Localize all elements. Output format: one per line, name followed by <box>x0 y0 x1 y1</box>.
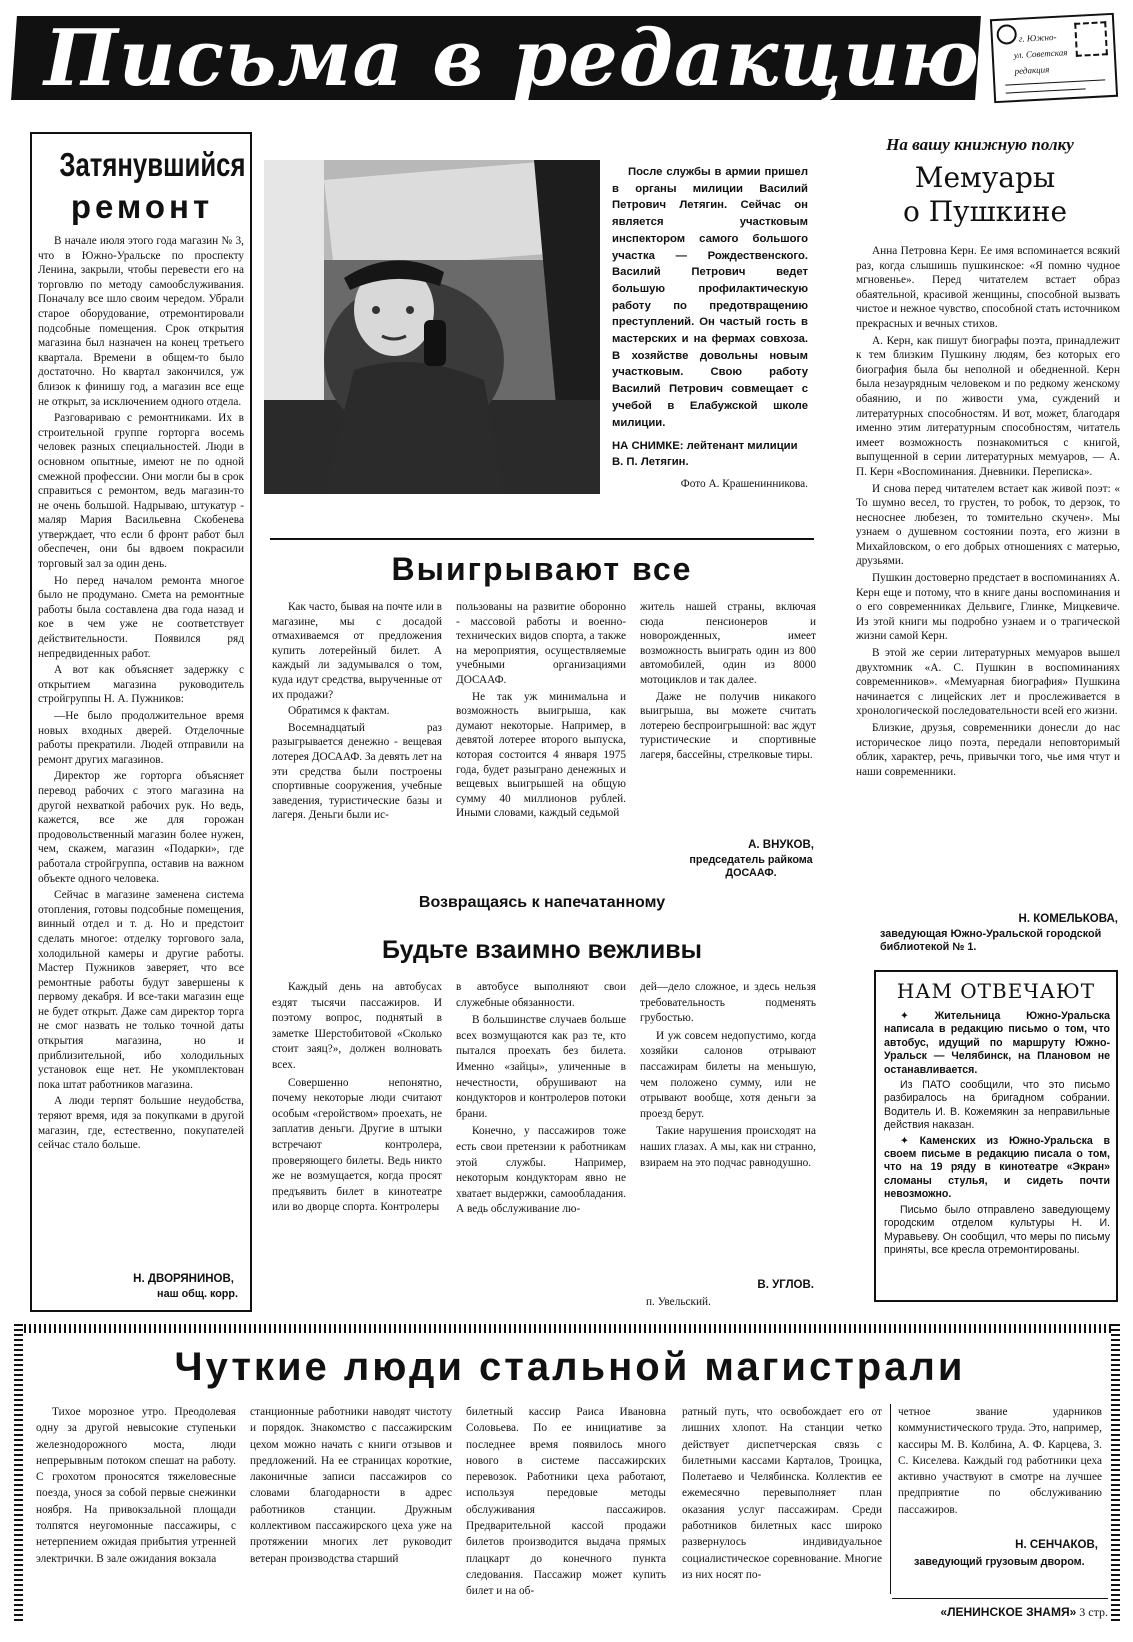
photo-illustration <box>264 160 600 494</box>
railway-col-4 <box>682 1404 882 1630</box>
reply-answer: Из ПАТО сообщили, что это письмо разбиралось на бригадном собрании. Водитель И. В. Кожемякин за неправильные действия наказан. <box>884 1079 1110 1132</box>
polite-col-3 <box>640 980 816 1280</box>
envelope-line-3: редакция <box>1014 64 1050 77</box>
railway-title: Чуткие люди стальной магистрали <box>174 1345 966 1389</box>
railway-paragraph: ратный путь, что освобождает его от лишних хлопот. На станции четко действует диспетчерская связь с билетными кассами Карталов, Троицка, Полетаево и Челябинска. Коллектив ее ежемесячно перевыполняет план оказания услуг пассажирам. Среди работников билетных касс широко развернулось индивидуальное социалистическое соревнование. Многие из них носят по- <box>682 1406 882 1581</box>
na-snimke-text: лейтенант милиции В. П. Летягин. <box>612 440 798 468</box>
envelope-icon <box>990 13 1118 103</box>
stamp-icon <box>1074 21 1108 57</box>
left-box-rule-top <box>30 132 252 134</box>
left-box-rule-left <box>30 132 32 1312</box>
envelope-line-2: ул. Советская <box>1013 47 1068 61</box>
railway-author-role: заведующий грузовым двором. <box>914 1556 1085 1568</box>
left-box-rule-bottom <box>30 1310 252 1312</box>
pushkin-body <box>856 244 1120 904</box>
reply-star-icon: ✦ <box>900 1010 935 1022</box>
railway-hatch-left <box>14 1324 23 1624</box>
lottery-title: Выигрывают все <box>391 551 693 587</box>
pushkin-title-line1: Мемуары <box>914 161 1056 194</box>
railway-col-divider <box>890 1404 891 1594</box>
railway-col-3 <box>466 1404 666 1630</box>
railway-author: Н. СЕНЧАКОВ, <box>1015 1539 1098 1551</box>
reply-item <box>884 1135 1110 1202</box>
repair-paragraph: Сейчас в магазине заменена система отопления, готовы подсобные помещения, винный отдел и т. д. Но и предстоит сделать многое: отделку торгового зала, холодильной камеры и другие работы. Мастер Пужников заверяет, что все ремонтные работы будут завершены к первому декабря. И все-таки магазин еще не будет открыт. Даже сам директор торга не смог назвать не только точной даты открытия магазина, но и приблизительной, ибо холодильных установок еще нет. Не укомплектован пока штат работников магазина. <box>38 889 244 1091</box>
polite-paragraph: Совершенно непонятно, почему некоторые люди считают особым «геройством» проехать, не заплатив деньги. Другие в штыки встречают контролера, проверяющего билеты. Ведь никто же не возмущается, когда просят предъявить билет в кинотеатре или во дворце спорта. Контролеры <box>272 1076 442 1214</box>
lottery-paragraph: Восемнадцатый раз разыгрывается денежно - вещевая лотерея ДОСААФ. За девять лет на эти средства были построены спортивные сооружения, учебные заведения, туристические базы и лагеря. Деньги были ис- <box>272 721 442 822</box>
reply-item <box>884 1010 1110 1077</box>
railway-col-2 <box>250 1404 452 1630</box>
photo-caption-body <box>612 164 808 429</box>
lottery-paragraph: Не так уж минимальна и возможность выигрыша, как думают некоторые. Например, в девятой лотерее второго выпуска, которая состоится 4 января 1975 года, будет разыграно денежных и вещевых выигрышей на общую сумму 40 миллионов рублей. Иными словами, каждый седьмой <box>456 690 626 820</box>
lottery-paragraph: пользованы на развитие оборонно - массовой работы и военно-технических видов спорта, а также на мероприятия, осуществляемые учебными организациями ДОСААФ. <box>456 601 626 686</box>
polite-kicker: Возвращаясь к напечатанному <box>418 894 666 911</box>
footer-folio <box>892 1604 1108 1620</box>
railway-paragraph: четное звание ударников коммунистического труда. Это, например, кассиры М. В. Колбина, А. Ф. Карцева, З. С. Киселева. Каждый год работники цеха активно участвуют в смотре на лучшее предприятие по обслуживанию пассажиров. <box>898 1406 1102 1516</box>
railway-col-5 <box>898 1404 1102 1534</box>
polite-place: п. Увельский. <box>646 1296 711 1308</box>
reply-lead: Каменских из Южно-Уральска в своем письме в редакцию писала о том, что на 19 ряду в кинотеатре «Экран» сломаны стулья, и сидеть почти невозможно. <box>884 1134 1110 1201</box>
polite-col-2 <box>456 980 626 1298</box>
polite-paragraph: И уж совсем недопустимо, когда хозяйки салонов отрывают пассажирам билеты на меньшую, чем положено сумму, или не отрывают вообще, хотя деньги за проезд берут. <box>640 1029 816 1120</box>
repair-paragraph: Разговариваю с ремонтниками. Их в строительной группе горторга восемь человек разных специальностей. Люди в основном опытные, имеют не по одной смежной профессии. Они могли бы в срок справиться с ремонтом, ведь магазин-то не очень большой. Надрываю, штукатур - маляр Мария Васильевна Скобенева утверждает, что если б фронт работ был обеспечен, они бы вдвоем покрасили торговый зал за один день. <box>38 412 244 571</box>
photo-policeman <box>264 160 600 494</box>
repair-author-role: наш общ. корр. <box>157 1288 238 1300</box>
pushkin-kicker: На вашу книжную полку <box>886 135 1074 154</box>
repair-body <box>38 234 244 1260</box>
pushkin-paragraph: В этой же серии литературных мемуаров вышел двухтомник «А. С. Пушкин в воспоминаниях современников». «Мемуарная биография» Пушкина начинается с лицейских лет и прослеживается в хронологической последовательности всей его жизни. <box>856 647 1120 718</box>
replies-title: НАМ ОТВЕЧАЮТ <box>896 979 1096 1003</box>
repair-title-line1: Затянувшийся <box>59 146 246 183</box>
lottery-rule-top <box>270 538 814 540</box>
postmark-icon <box>996 24 1017 45</box>
repair-paragraph: А вот как объясняет задержку с открытием магазина руководитель стройгруппы Н. А. Пужников: <box>38 664 244 706</box>
lottery-paragraph: Как часто, бывая на почте или в магазине, мы с досадой отмахиваемся от предложения купить лотерейный билет. А каждый ли задумывался о том, куда идут средства, вырученные от их продажи? <box>272 601 442 701</box>
reply-star-icon: ✦ <box>900 1134 920 1147</box>
footer-newspaper: «ЛЕНИНСКОЕ ЗНАМЯ» <box>940 1605 1077 1619</box>
pushkin-paragraph: Близкие, друзья, современники донесли до нас историческое лицо поэта, передали неповторимый облик, характер, речь, привычки того, чье имя чтут и наши современники. <box>856 722 1120 778</box>
polite-paragraph: дей—дело сложное, и здесь нельзя требовательность подменять грубостью. <box>640 981 816 1025</box>
pushkin-title-line2: о Пушкине <box>902 195 1068 228</box>
pushkin-paragraph: И снова перед читателем встает как живой поэт: « То шумно весел, то грустен, то робок, то дерзок, то несноснее любезен, то томительно скучен». Мы узнаем о душевном состоянии поэта, его жизни в Михайловском, о его добрых отношениях с матерью, друзьями. <box>856 482 1120 568</box>
repair-paragraph: Но перед началом ремонта многое было не продумано. Смета на ремонтные работы была составлена два года назад и кое в чем уже не соответствует действительности. Появился ряд непредвиденных работ. <box>38 574 244 660</box>
pushkin-author-role: заведующая Южно-Уральской городской библиотекой № 1. <box>880 928 1102 953</box>
repair-paragraph: А люди терпят большие неудобства, теряют время, идя за покупками в другой магазин, где, естественно, покупателей сейчас стало больше. <box>38 1095 244 1152</box>
left-box-rule-right <box>250 132 252 1312</box>
replies-body <box>884 1010 1110 1296</box>
lottery-author: А. ВНУКОВ, <box>748 839 814 851</box>
lottery-col-3 <box>640 600 816 832</box>
repair-author: Н. ДВОРЯНИНОВ, <box>133 1273 234 1285</box>
repair-paragraph: Директор же горторга объясняет перевод рабочих с этого магазина на другой нехваткой рабочих рук. Но ведь, кажется, все же для горожан продовольственный магазин более нужен, чем, скажем, магазин «Подарки», где работала стройгруппа, оставив на важном объекте одного человека. <box>38 770 244 885</box>
lottery-paragraph: Обратимся к фактам. <box>288 705 390 718</box>
lottery-col-1 <box>272 600 442 890</box>
railway-paragraph: станционные работники наводят чистоту и порядок. Знакомство с пассажирским цехом можно начать с книги отзывов и предложений. На ее страницах короткие, лаконичные записи пассажиров со словами благодарности в адрес работников станции. Дружным коллективом пассажирского цеха уже на протяжении многих лет руководит ветеран производства старший <box>250 1406 452 1565</box>
photo-caption-text: После службы в армии пришел в органы милиции Василий Петрович Летягин. Сейчас он является участковым инспектором самого большого участка — Рождественского. Василий Петрович ведет большую профилактическую работу по предотвращению преступлений. Он частый гость в мастерских и на фермах совхоза. В хозяйстве довольны новым участковым. Свою работу Василий Петрович совмещает с учебой в Елабужской школе милиции. <box>612 166 808 429</box>
polite-paragraph: Каждый день на автобусах ездят тысячи пассажиров. И поэтому вопрос, поднятый в заметке Шерстобитовой «Сколько стоит заяц?», должен волновать всех. <box>272 981 442 1071</box>
repair-paragraph: —Не было продолжительное время новых входных дверей. Отделочные работы прекратили. Людей отправили на ремонт других магазинов. <box>38 710 244 766</box>
reply-answer: Письмо было отправлено заведующему городским отделом культуры Н. И. Муравьеву. Он сообщил, что меры по письму приняты, все кресла отремонтированы. <box>884 1203 1110 1256</box>
reply-lead: Жительница Южно-Уральска написала в редакцию письмо о том, что автобус, идущий по маршруту Южно-Уральск — Челябинск, на Плановом не останавливается. <box>884 1010 1110 1076</box>
lottery-paragraph: Даже не получив никакого выигрыша, вы можете считать лотерею беспроигрышной: вас ждут туристические и спортивные лагеря, бассейны, стрелковые тиры. <box>640 690 816 761</box>
polite-paragraph: Конечно, у пассажиров тоже есть свои претензии к работникам этой службы. Например, некоторым кондукторам явно не хватает выдержки, самообладания. А ведь обслуживание лю- <box>456 1125 626 1216</box>
photo-caption-na-snimke <box>612 438 808 470</box>
railway-paragraph: Тихое морозное утро. Преодолевая одну за другой невысокие ступеньки железнодорожного моста, люди непрерывным потоком спешат на работу. С грохотом проносятся тяжеловесные поезда, унося за собой первые снежинки ноября. На привокзальной площади толпятся неугомонные пассажиры, с нетерпением ожидая прибытия утренней электрички. В зале ожидания вокзала <box>36 1406 236 1565</box>
polite-col-1 <box>272 980 442 1298</box>
polite-title: Будьте взаимно вежливы <box>382 936 702 964</box>
polite-paragraph: в автобусе выполняют свои служебные обязанности. <box>456 981 626 1009</box>
pushkin-author: Н. КОМЕЛЬКОВА, <box>1018 913 1118 925</box>
railway-hatch-top <box>14 1324 1120 1333</box>
na-snimke-label: НА СНИМКЕ: <box>612 440 684 452</box>
pushkin-paragraph: А. Керн, как пишут биографы поэта, принадлежит к тем близким Пушкину людям, без которых его биография была бы неполной и обедненной. Керн была незаурядным человеком и по редкому женскому обаянию, и по живости ума, суждений и литературных способностям. И вот, может, благодаря именно этим литературным способностям, читатель имеет возможность познакомиться с книгой, выпущенной в серии литературных мемуаров, — А. П. Керн «Воспоминания. Дневники. Переписка». <box>856 334 1120 478</box>
polite-paragraph: В большинстве случаев больше всех возмущаются как раз те, кто пытался проехать без билета. Именно «зайцы», уличенные в нечестности, обрушивают на кондукторов и контролеров потоки брани. <box>456 1014 626 1120</box>
railway-hatch-right <box>1111 1324 1120 1624</box>
railway-paragraph: билетный кассир Раиса Ивановна Соловьева. По ее инициативе за последнее время появилось много нового в системе пассажирских перевозок. Работники цеха работают, используя передовые методы обслуживания пассажиров. Предварительной кассой продажи билетов производится выдача прямых плацкарт до конечного пункта следования. Пассажир может купить билет и на об- <box>466 1406 666 1598</box>
polite-author: В. УГЛОВ. <box>757 1279 814 1291</box>
lottery-author-role: председатель райкома ДОСААФ. <box>689 854 813 879</box>
lottery-paragraph: житель нашей страны, включая сюда пенсионеров и новорожденных, имеет возможность выиграть один из 800 автомобилей, один из 8000 мотоциклов и так далее. <box>640 601 816 686</box>
lottery-col-2 <box>456 600 626 890</box>
footer-rule <box>892 1598 1108 1599</box>
footer-page: 3 стр. <box>1079 1605 1108 1619</box>
masthead <box>14 10 1120 110</box>
photo-credit: Фото А. Крашенинникова. <box>680 478 808 490</box>
repair-paragraph: В начале июля этого года магазин № 3, что в Южно-Уральске по проспекту Ленина, закрыли, чтобы перевести его на торговлю по методу самообслуживания. Поначалу все шло своим чередом. Убрали старое оборудование, отремонтировали подсобные помещения. Срок открытия магазина был назначен на конец третьего квартала. Времени в общем-то было достаточно. Но квартал закончился, уж близок к финишу год, а магазин все еще не открыт, за исключением одного отдела. <box>38 235 244 408</box>
railway-col-1 <box>36 1404 236 1630</box>
masthead-title: Письма в редакцию <box>44 13 980 104</box>
polite-paragraph: Такие нарушения происходят на наших глазах. А мы, как ни странно, взираем на это подчас равнодушно. <box>640 1125 817 1169</box>
pushkin-paragraph: Анна Петровна Керн. Ее имя вспоминается всякий раз, когда слышишь пушкинское: «Я помню чудное мгновенье». Перед читателем встает образ обаятельной, красивой женщины, способной вызвать чистое и нежное чувство, способной стать источником прекрасных и вечных стихов. <box>856 245 1120 330</box>
pushkin-paragraph: Пушкин достоверно предстает в воспоминаниях А. Керн еще и потому, что в книге даны воспоминания и о его современниках Дельвиге, Глинке, Мицкевиче. Из этой книги мы подробно узнаем и о трагической жизни самой Керн. <box>856 572 1120 643</box>
repair-title-line2: ремонт <box>70 188 214 225</box>
envelope-line-1: г. Южно- <box>1018 31 1057 44</box>
